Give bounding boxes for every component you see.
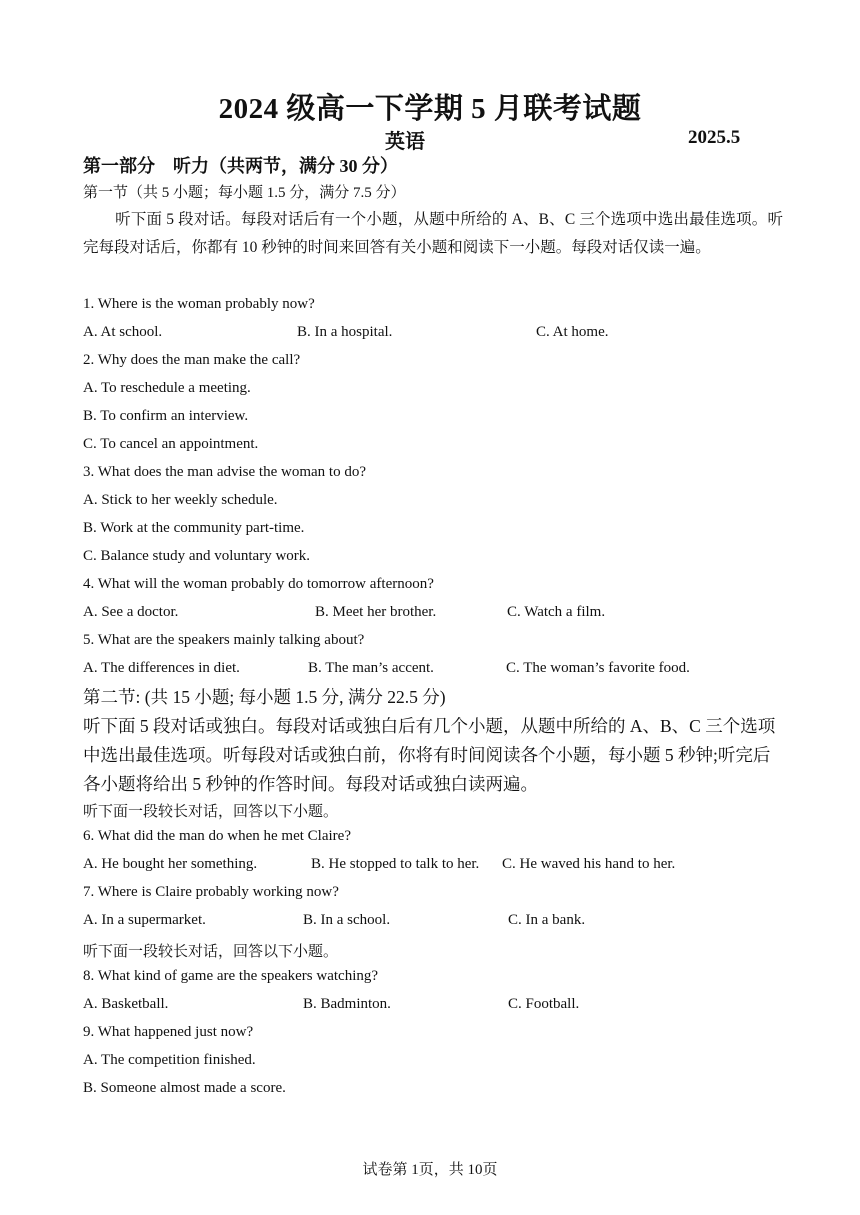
question-7-option-a: A. In a supermarket. xyxy=(83,912,206,928)
section1-heading: 第一节（共 5 小题；每小题 1.5 分，满分 7.5 分） xyxy=(83,185,406,201)
question-9-option-b: B. Someone almost made a score. xyxy=(83,1080,286,1096)
question-8-option-c: C. Football. xyxy=(508,996,580,1012)
section1-instructions-text: 听下面 5 段对话。每段对话后有一个小题，从题中所给的 A、B、C 三个选项中选出最佳选项。听完每段对话后，你都有 10 秒钟的时间来回答有关小题和阅读下一小题。每段对话仅读一遍。 xyxy=(83,211,783,256)
question-3-stem: 3. What does the man advise the woman to do? xyxy=(83,464,366,480)
long-dialog-note-2: 听下面一段较长对话，回答以下小题。 xyxy=(83,944,339,960)
question-8-option-a: A. Basketball. xyxy=(83,996,169,1012)
exam-subject: 英语 xyxy=(385,131,425,153)
long-dialog-note-1: 听下面一段较长对话，回答以下小题。 xyxy=(83,804,339,820)
question-2-option-b: B. To confirm an interview. xyxy=(83,408,249,424)
question-5-option-b: B. The man’s accent. xyxy=(308,660,434,676)
part1-heading: 第一部分 听力（共两节，满分 30 分） xyxy=(83,156,398,176)
question-8-option-b: B. Badminton. xyxy=(303,996,391,1012)
question-4-option-a: A. See a doctor. xyxy=(83,604,179,620)
question-6-option-b: B. He stopped to talk to her. xyxy=(311,856,480,872)
question-5-option-c: C. The woman’s favorite food. xyxy=(506,660,690,676)
section2-instructions: 听下面 5 段对话或独白。每段对话或独白后有几个小题，从题中所给的 A、B、C 三个选项中选出最佳选项。听每段对话或独白前，你将有时间阅读各个小题，每小题 5 秒钟;听完后各小题将给出 5 秒钟的作答时间。每段对话或独白读两遍。 xyxy=(83,716,776,794)
question-4-option-b: B. Meet her brother. xyxy=(315,604,437,620)
exam-title: 2024 级高一下学期 5 月联考试题 xyxy=(218,93,642,125)
question-3-option-c: C. Balance study and voluntary work. xyxy=(83,548,311,564)
question-5-option-a: A. The differences in diet. xyxy=(83,660,240,676)
section1-instructions xyxy=(83,206,783,262)
question-3-option-b: B. Work at the community part-time. xyxy=(83,520,305,536)
question-7-stem: 7. Where is Claire probably working now? xyxy=(83,884,339,900)
question-8-stem: 8. What kind of game are the speakers watching? xyxy=(83,968,379,984)
question-2-option-c: C. To cancel an appointment. xyxy=(83,436,259,452)
question-1-stem: 1. Where is the woman probably now? xyxy=(83,296,315,312)
question-6-stem: 6. What did the man do when he met Claire? xyxy=(83,828,351,844)
question-9-stem: 9. What happened just now? xyxy=(83,1024,254,1040)
question-2-stem: 2. Why does the man make the call? xyxy=(83,352,301,368)
question-2-option-a: A. To reschedule a meeting. xyxy=(83,380,251,396)
question-6-option-c: C. He waved his hand to her. xyxy=(502,856,676,872)
question-1-option-a: A. At school. xyxy=(83,324,163,340)
question-1-option-b: B. In a hospital. xyxy=(297,324,393,340)
question-4-option-c: C. Watch a film. xyxy=(507,604,606,620)
page-footer: 试卷第 1页，共 10页 xyxy=(362,1162,498,1178)
question-1-option-c: C. At home. xyxy=(536,324,609,340)
question-7-option-b: B. In a school. xyxy=(303,912,391,928)
question-5-stem: 5. What are the speakers mainly talking about? xyxy=(83,632,365,648)
question-7-option-c: C. In a bank. xyxy=(508,912,586,928)
question-4-stem: 4. What will the woman probably do tomorrow afternoon? xyxy=(83,576,434,592)
exam-date: 2025.5 xyxy=(688,127,741,148)
section2-heading: 第二节: (共 15 小题; 每小题 1.5 分, 满分 22.5 分) xyxy=(83,687,446,707)
question-9-option-a: A. The competition finished. xyxy=(83,1052,256,1068)
question-3-option-a: A. Stick to her weekly schedule. xyxy=(83,492,278,508)
question-6-option-a: A. He bought her something. xyxy=(83,856,258,872)
